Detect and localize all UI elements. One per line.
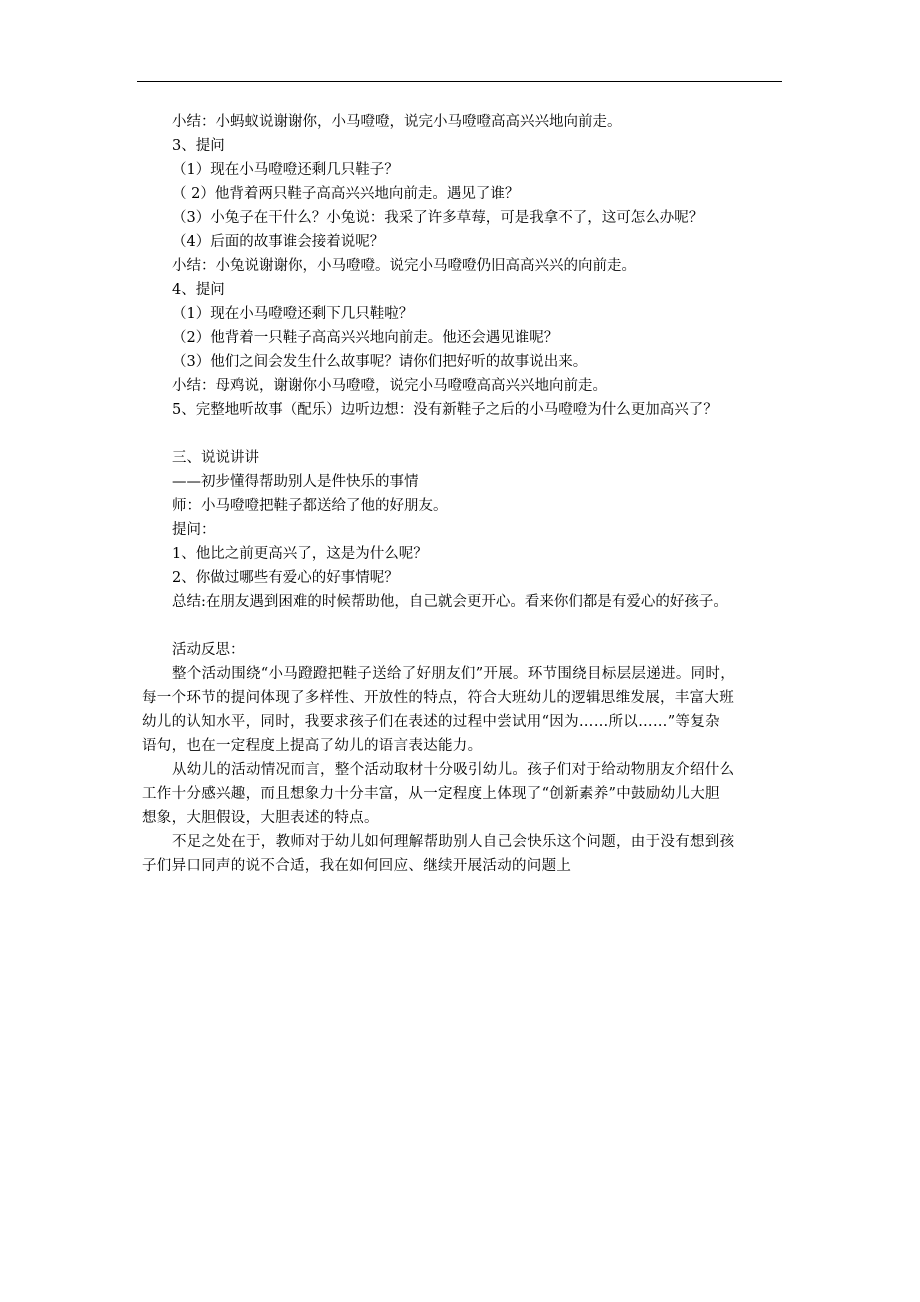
question-4-1: （1）现在小马噔噔还剩下几只鞋啦？: [172, 306, 414, 322]
summary-ant: 小结：小蚂蚁说谢谢你，小马噔噔，说完小马噔噔高高兴兴地向前走。: [172, 114, 622, 130]
paragraph-line: 想象，大胆假设，大胆表述的特点。: [142, 810, 379, 826]
paragraph-line: 语句，也在一定程度上提高了幼儿的语言表达能力。: [142, 738, 483, 754]
talk-question-2: 2、你做过哪些有爱心的好事情呢？: [172, 570, 399, 586]
section-talk: [172, 446, 792, 614]
section-3-subtitle: ——初步懂得帮助别人是件快乐的事情: [172, 474, 419, 490]
question-3-4: （4）后面的故事谁会接着说呢？: [172, 234, 385, 250]
teacher-line: 师：小马噔噔把鞋子都送给了他的好朋友。: [172, 498, 448, 514]
talk-summary: 总结:在朋友遇到困难的时候帮助他，自己就会更开心。看来你们都是有爱心的好孩子。: [172, 594, 728, 610]
paragraph-line: 从幼儿的活动情况而言，整个活动取材十分吸引幼儿。孩子们对于给动物朋友介绍什么: [172, 762, 735, 778]
question-heading-3: 3、提问: [172, 138, 225, 154]
question-3-2: （ 2）他背着两只鞋子高高兴兴地向前走。遇见了谁？: [172, 186, 520, 202]
section-reflection: [142, 638, 792, 878]
section-questions: [172, 110, 792, 422]
summary-hen: 小结：母鸡说，谢谢你小马噔噔，说完小马噔噔高高兴兴地向前走。: [172, 378, 607, 394]
question-4-3: （3）他们之间会发生什么故事呢？请你们把好听的故事说出来。: [172, 354, 588, 370]
header-rule: [137, 81, 782, 82]
reflection-paragraph-1: [142, 662, 792, 758]
summary-rabbit: 小结：小兔说谢谢你，小马噔噔。说完小马噔噔仍旧高高兴兴的向前走。: [172, 258, 636, 274]
paragraph-line: 不足之处在于，教师对于幼儿如何理解帮助别人自己会快乐这个问题，由于没有想到孩: [172, 834, 735, 850]
section-3-heading: 三、说说讲讲: [172, 450, 259, 466]
reflection-paragraph-2: [142, 758, 792, 830]
reflection-paragraph-3: [142, 830, 792, 878]
question-3-3: （3）小兔子在干什么？小兔说：我采了许多草莓，可是我拿不了，这可怎么办呢？: [172, 210, 704, 226]
question-heading-4: 4、提问: [172, 282, 225, 298]
paragraph-line: 整个活动围绕“小马蹬蹬把鞋子送给了好朋友们”开展。环节围绕目标层层递进。同时，: [172, 666, 736, 682]
paragraph-line: 幼儿的认知水平，同时，我要求孩子们在表述的过程中尝试用“因为……所以……”等复杂: [142, 714, 720, 730]
question-3-1: （1）现在小马噔噔还剩几只鞋子？: [172, 162, 399, 178]
question-label: 提问：: [172, 522, 216, 538]
paragraph-line: 工作十分感兴趣，而且想象力十分丰富，从一定程度上体现了“创新素养”中鼓励幼儿大胆: [142, 786, 720, 802]
spacer: [172, 614, 792, 638]
question-4-2: （2）他背着一只鞋子高高兴兴地向前走。他还会遇见谁呢？: [172, 330, 559, 346]
talk-question-1: 1、他比之前更高兴了，这是为什么呢？: [172, 546, 428, 562]
document-body: [142, 110, 792, 878]
spacer: [172, 422, 792, 446]
paragraph-line: 子们异口同声的说不合适，我在如何回应、继续开展活动的问题上: [142, 858, 572, 874]
reflection-heading: 活动反思：: [172, 642, 245, 658]
question-heading-5: 5、完整地听故事（配乐）边听边想：没有新鞋子之后的小马噔噔为什么更加高兴了？: [172, 402, 718, 418]
paragraph-line: 每一个环节的提问体现了多样性、开放性的特点，符合大班幼儿的逻辑思维发展，丰富大班: [142, 690, 734, 706]
